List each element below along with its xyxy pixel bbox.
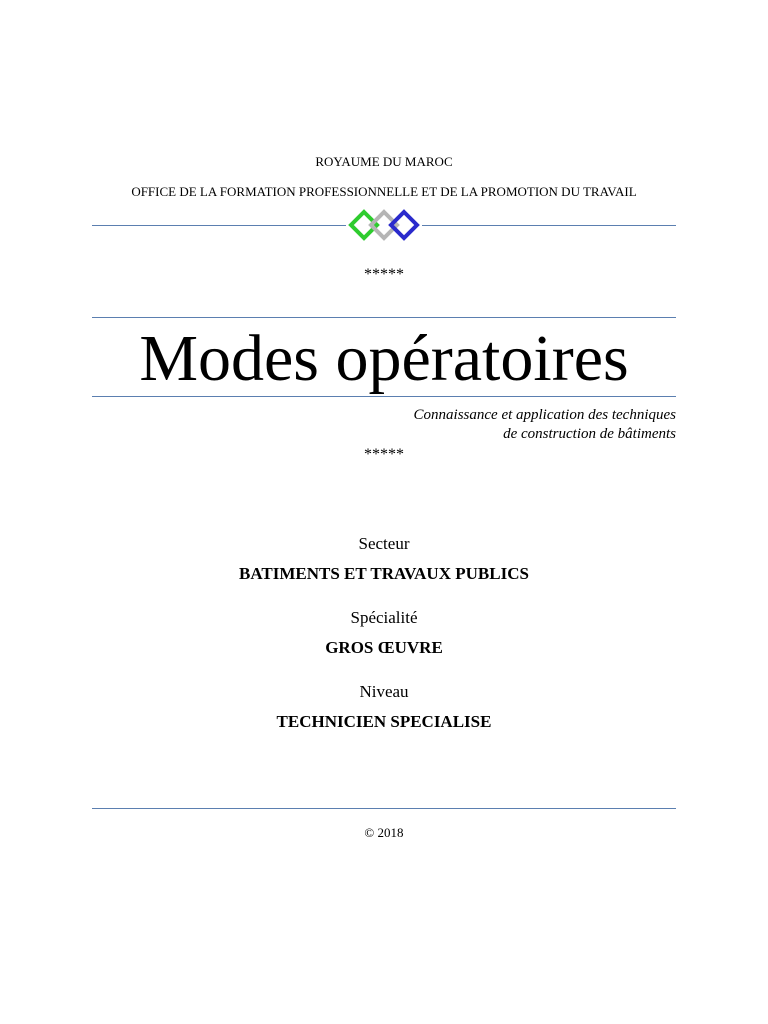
- document-title: Modes opératoires: [139, 322, 629, 395]
- specialty-label: Spécialité: [350, 608, 418, 627]
- level-value: TECHNICIEN SPECIALISE: [276, 712, 492, 731]
- subtitle-line-2: de construction de bâtiments: [503, 426, 676, 442]
- sector-label: Secteur: [358, 534, 410, 553]
- office-name: OFFICE DE LA FORMATION PROFESSIONNELLE ET DE LA PROMOTION DU TRAVAIL: [131, 184, 637, 199]
- separator-stars-top: *****: [364, 266, 404, 283]
- document-subtitle: [414, 406, 676, 444]
- sector-value: BATIMENTS ET TRAVAUX PUBLICS: [239, 564, 529, 583]
- specialty-value: GROS ŒUVRE: [325, 638, 443, 657]
- title-rule-bottom: [92, 396, 676, 397]
- title-rule-top: [92, 317, 676, 318]
- separator-stars-bottom: *****: [364, 446, 404, 463]
- subtitle-line-1: Connaissance et application des techniques: [413, 407, 676, 423]
- ofppt-logo-icon: [346, 208, 422, 242]
- country-name: ROYAUME DU MAROC: [315, 154, 453, 169]
- footer-rule: [92, 808, 676, 809]
- level-label: Niveau: [359, 682, 409, 701]
- copyright-text: © 2018: [364, 825, 404, 840]
